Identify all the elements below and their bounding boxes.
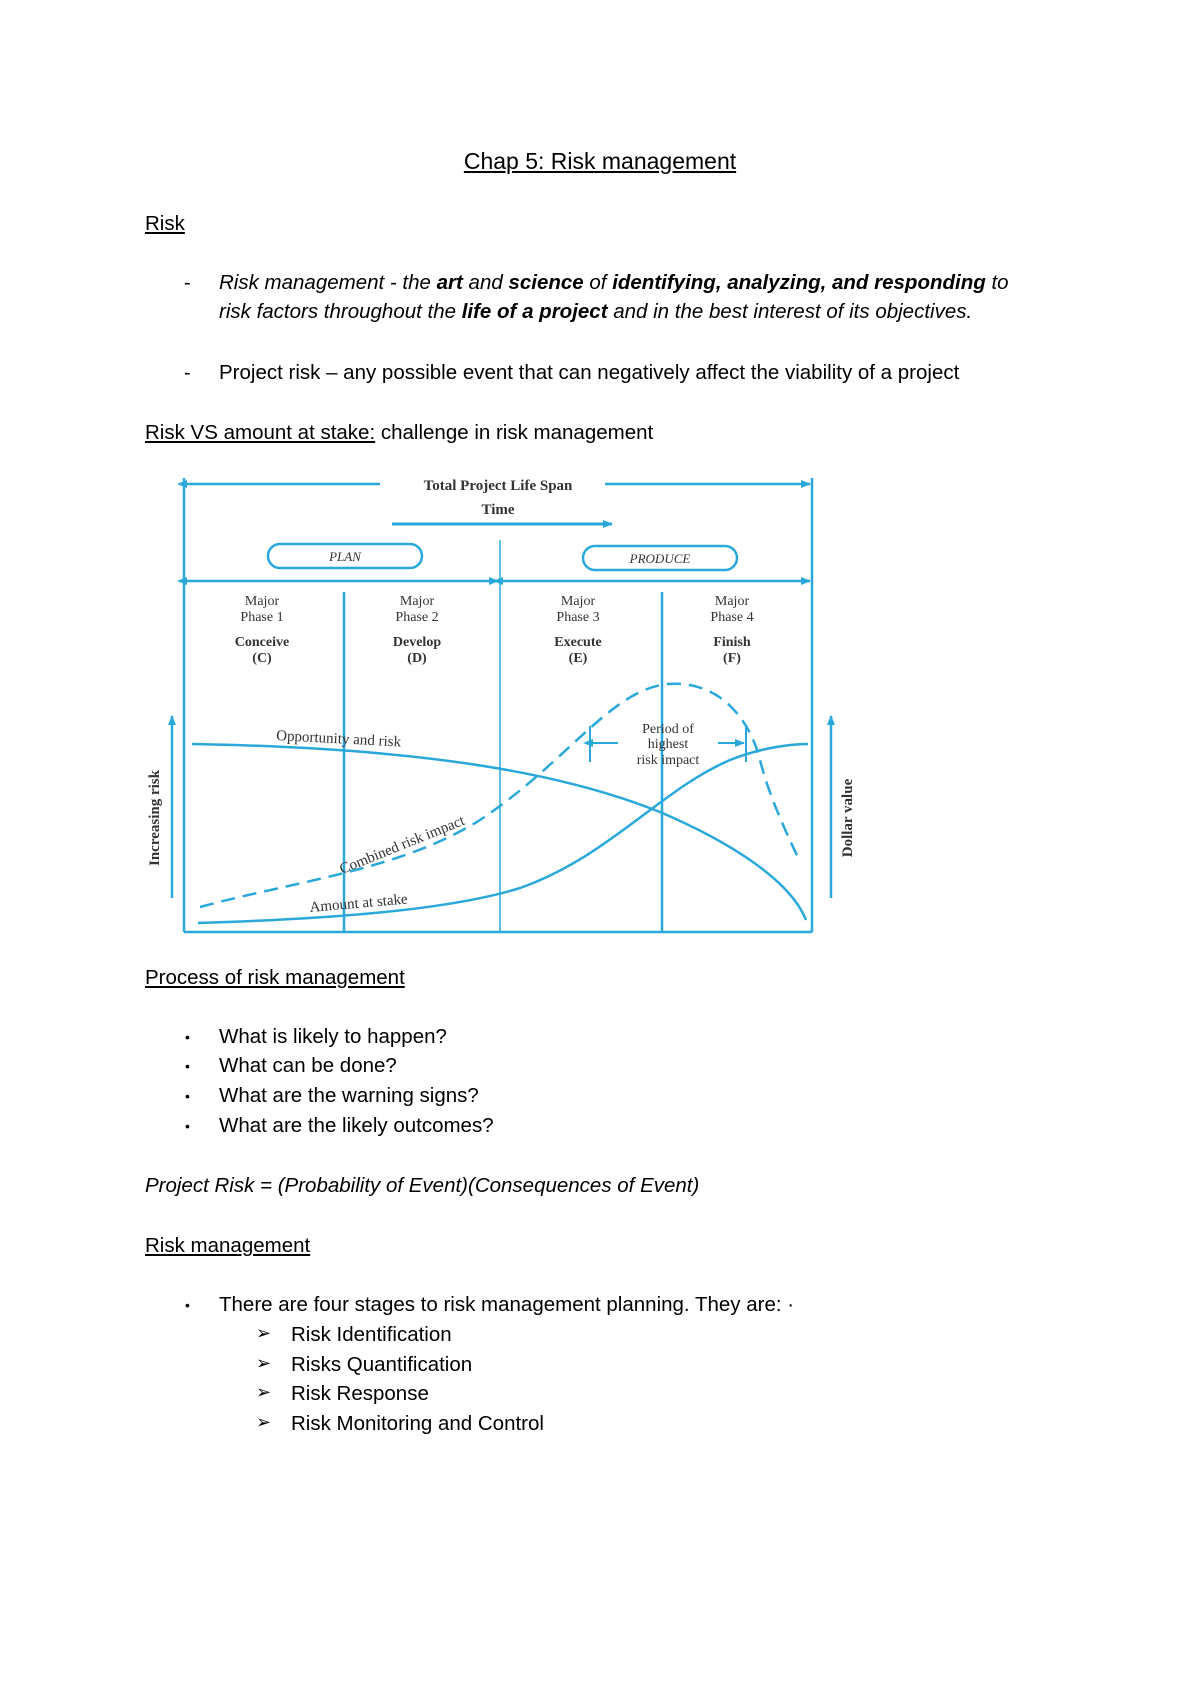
- increasing-risk-label: Increasing risk: [147, 770, 163, 866]
- dash-marker: -: [184, 272, 191, 294]
- phase-3-code: (E): [568, 651, 588, 666]
- phase-4-number: Phase 4: [710, 610, 754, 625]
- bullet-marker: •: [185, 1297, 190, 1313]
- risk-management-definition-line1: Risk management - the art and science of identifying, analyzing, and responding to: [219, 271, 1009, 294]
- risk-formula: Project Risk = (Probability of Event)(Consequences of Event): [145, 1174, 700, 1197]
- dash-marker: -: [184, 362, 191, 384]
- stage-item: Risk Response: [291, 1382, 429, 1405]
- phase-2-number: Phase 2: [395, 610, 439, 625]
- section-heading-risk-management: Risk management: [145, 1234, 311, 1257]
- dollar-value-label: Dollar value: [840, 778, 856, 858]
- amount-at-stake-curve: [198, 744, 808, 923]
- plan-label: PLAN: [329, 549, 361, 564]
- amount-at-stake-label: Amount at stake: [308, 891, 409, 916]
- phase-3-labels: [554, 594, 601, 666]
- page-title: Chap 5: Risk management: [463, 148, 737, 174]
- process-item: What are the warning signs?: [219, 1084, 479, 1107]
- stage-item: Risk Identification: [291, 1323, 452, 1346]
- arrow-bullet-icon: ➢: [256, 1382, 272, 1402]
- phase-3-name: Execute: [554, 635, 602, 650]
- phase-4-code: (F): [723, 651, 741, 666]
- phase-4-name: Finish: [713, 635, 751, 650]
- arrow-bullet-icon: ➢: [256, 1353, 272, 1373]
- section-heading-risk: Risk: [145, 212, 185, 235]
- phase-1-code: (C): [252, 651, 272, 666]
- phase-1-name: Conceive: [234, 635, 290, 650]
- phase-2-name: Develop: [392, 635, 442, 650]
- phase-2-labels: [393, 594, 441, 666]
- phase-1-major: Major: [244, 594, 280, 609]
- section-heading-process: Process of risk management: [145, 966, 405, 989]
- bullet-marker: •: [185, 1088, 190, 1104]
- opportunity-risk-label: Opportunity and risk: [275, 728, 402, 751]
- period-label-line3: risk impact: [636, 753, 700, 768]
- stake-heading: Risk VS amount at stake:: [145, 421, 376, 444]
- period-label-line2: highest: [647, 737, 689, 752]
- period-label-line1: Period of: [642, 722, 694, 737]
- stages-intro: There are four stages to risk management planning. They are: ·: [219, 1293, 795, 1316]
- phase-3-major: Major: [560, 594, 596, 609]
- phase-1-labels: [235, 594, 289, 666]
- phase-1-number: Phase 1: [240, 610, 284, 625]
- process-item: What are the likely outcomes?: [219, 1114, 494, 1137]
- arrow-bullet-icon: ➢: [256, 1323, 272, 1343]
- stake-line: Risk VS amount at stake: challenge in risk management: [145, 421, 654, 444]
- stage-item: Risk Monitoring and Control: [291, 1412, 544, 1435]
- produce-label: PRODUCE: [629, 551, 691, 566]
- arrow-bullet-icon: ➢: [256, 1412, 272, 1432]
- phase-3-number: Phase 3: [556, 610, 600, 625]
- phase-4-major: Major: [714, 594, 750, 609]
- lifespan-label: Total Project Life Span: [423, 478, 573, 494]
- bullet-marker: •: [185, 1029, 190, 1045]
- process-item: What can be done?: [219, 1054, 397, 1077]
- phase-2-code: (D): [407, 651, 427, 666]
- phase-4-labels: [710, 594, 753, 666]
- bullet-marker: •: [185, 1118, 190, 1134]
- risk-management-definition-line2: risk factors throughout the life of a project and in the best interest of its objectives.: [219, 300, 973, 323]
- phase-2-major: Major: [399, 594, 435, 609]
- project-risk-definition: Project risk – any possible event that can negatively affect the viability of a project: [219, 361, 960, 384]
- time-label: Time: [481, 502, 515, 518]
- process-item: What is likely to happen?: [219, 1025, 447, 1048]
- bullet-marker: •: [185, 1058, 190, 1074]
- combined-risk-label: Combined risk impact: [337, 812, 468, 878]
- stage-item: Risks Quantification: [291, 1353, 473, 1376]
